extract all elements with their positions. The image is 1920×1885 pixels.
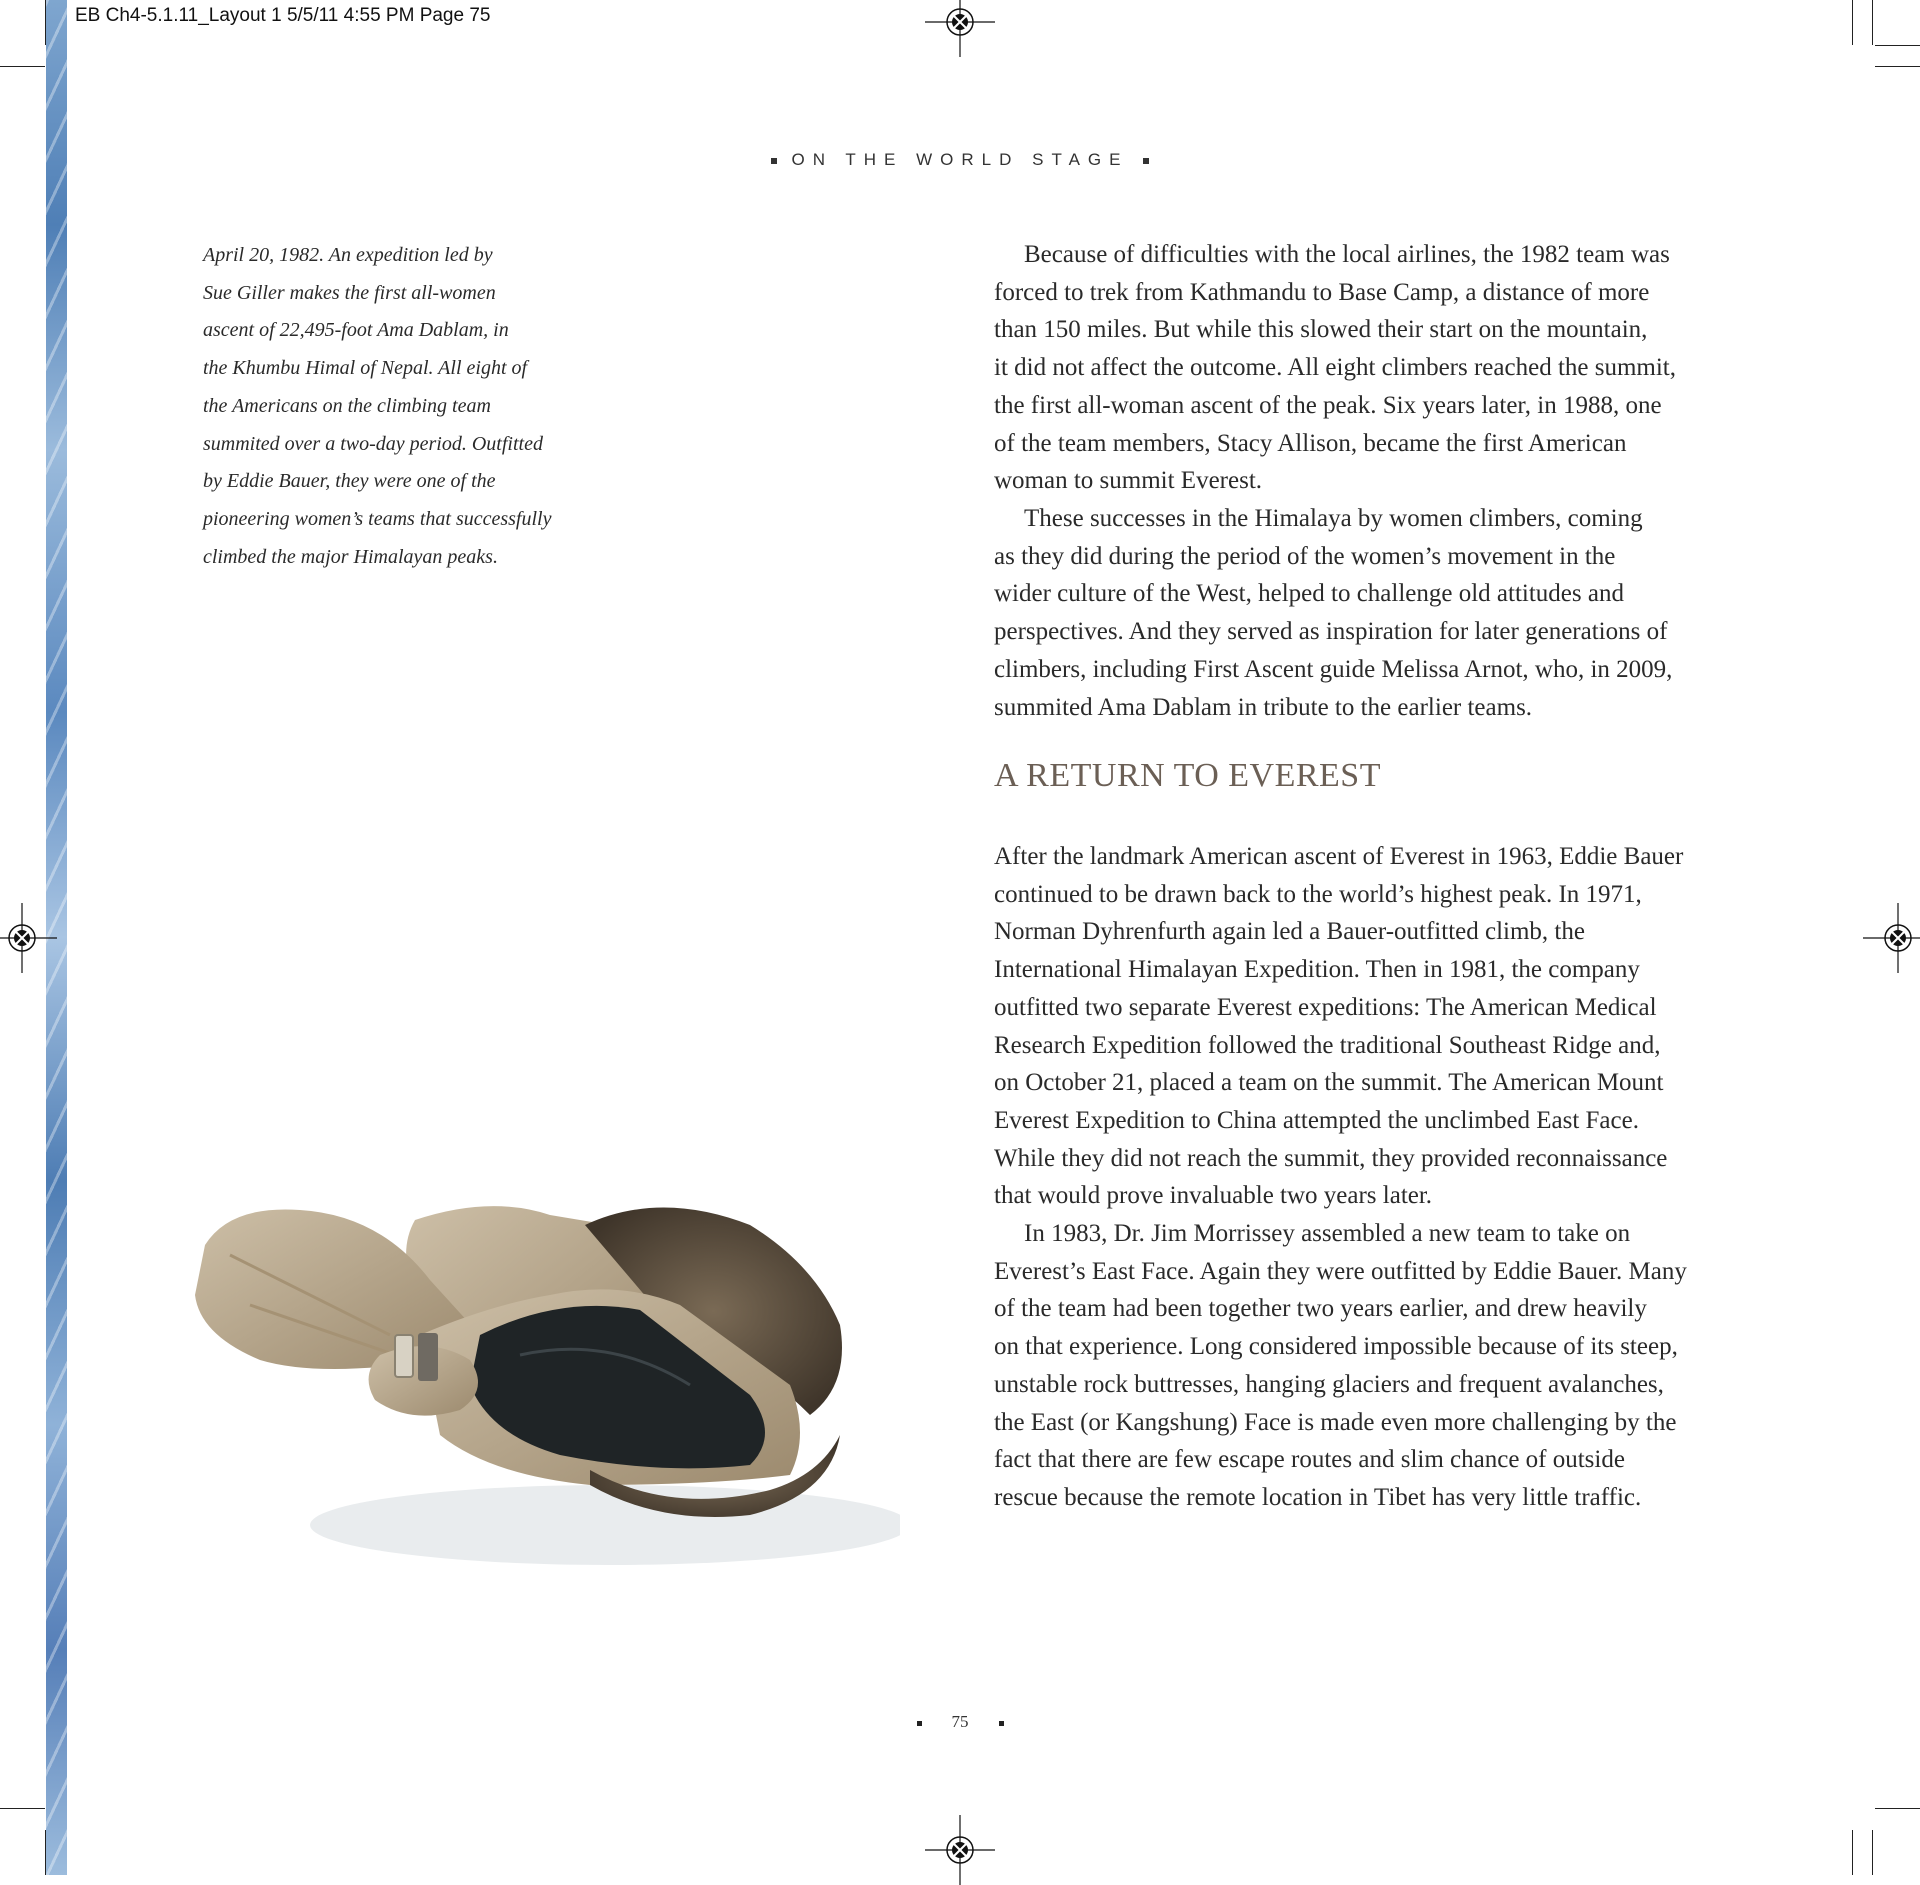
page-folio: [0, 1712, 1920, 1732]
crop-mark-bottom-right-v2: [1872, 1830, 1873, 1875]
paragraph-1: [994, 236, 1754, 500]
running-head: [0, 150, 1920, 170]
text-line: of the team members, Stacy Allison, became the first American: [994, 429, 1627, 457]
crop-mark-top-right-v2: [1872, 0, 1873, 45]
text-line: After the landmark American ascent of Everest in 1963, Eddie Bauer: [994, 843, 1684, 870]
text-line: perspectives. And they served as inspiration for later generations of: [994, 618, 1668, 646]
caption-line: summited over a two-day period. Outfitted: [203, 432, 543, 455]
text-line: outfitted two separate Everest expeditions: The American Medical: [994, 993, 1657, 1021]
registration-mark-icon: [1863, 903, 1920, 973]
text-line: climbers, including First Ascent guide Melissa Arnot, who, in 2009,: [994, 655, 1673, 683]
crop-mark-top-right-h2: [1875, 66, 1920, 67]
text-line: Norman Dyhrenfurth again led a Bauer-outfitted climb, the: [994, 918, 1585, 946]
text-line: These successes in the Himalaya by women climbers, coming: [1024, 505, 1643, 532]
text-line: rescue because the remote location in Tibet has very little traffic.: [994, 1483, 1642, 1511]
text-line: it did not affect the outcome. All eight climbers reached the summit,: [994, 354, 1676, 382]
text-line: forced to trek from Kathmandu to Base Camp, a distance of more: [994, 278, 1650, 306]
text-line: as they did during the period of the women’s movement in the: [994, 542, 1616, 570]
paragraph-2: [994, 500, 1754, 726]
crop-mark-top-right-v: [1852, 0, 1853, 45]
crop-mark-bottom-right-v: [1852, 1830, 1853, 1875]
page-number: 75: [951, 1712, 969, 1731]
crop-mark-bottom-left-v: [45, 1830, 46, 1875]
text-line: on that experience. Long considered impossible because of its steep,: [994, 1333, 1678, 1361]
caption-line: April 20, 1982. An expedition led by: [203, 244, 493, 266]
running-head-text: ON THE WORLD STAGE: [791, 150, 1129, 169]
crop-mark-bottom-left-h: [0, 1808, 45, 1809]
text-line: Everest Expedition to China attempted the unclimbed East Face.: [994, 1106, 1639, 1134]
crop-mark-top-left-h: [0, 66, 45, 67]
caption-line: climbed the major Himalayan peaks.: [203, 545, 498, 568]
registration-mark-icon: [925, 0, 995, 57]
text-line: that would prove invaluable two years later.: [994, 1182, 1433, 1210]
caption-line: ascent of 22,495-foot Ama Dablam, in: [203, 319, 509, 342]
caption-line: by Eddie Bauer, they were one of the: [203, 470, 496, 493]
caption-line: pioneering women’s teams that successfully: [203, 507, 552, 530]
text-line: unstable rock buttresses, hanging glaciers and frequent avalanches,: [994, 1370, 1664, 1398]
bullet-square-icon: [917, 1721, 922, 1726]
caption-line: the Americans on the climbing team: [203, 394, 491, 417]
caption-line: the Khumbu Himal of Nepal. All eight of: [203, 357, 528, 380]
crop-mark-bottom-right-h: [1875, 1808, 1920, 1809]
bullet-square-icon: [1143, 158, 1149, 164]
text-line: the first all-woman ascent of the peak. Six years later, in 1988, one: [994, 391, 1662, 419]
bullet-square-icon: [999, 1721, 1004, 1726]
text-line: summited Ama Dablam in tribute to the earlier teams.: [994, 693, 1533, 721]
text-line: In 1983, Dr. Jim Morrissey assembled a new team to take on: [1024, 1220, 1631, 1247]
text-line: of the team had been together two years earlier, and drew heavily: [994, 1295, 1647, 1323]
text-line: wider culture of the West, helped to challenge old attitudes and: [994, 580, 1624, 608]
text-line: While they did not reach the summit, they provided reconnaissance: [994, 1144, 1668, 1172]
text-line: Everest’s East Face. Again they were outfitted by Eddie Bauer. Many: [994, 1257, 1687, 1285]
text-line: fact that there are few escape routes and slim chance of outside: [994, 1446, 1625, 1474]
crop-mark-top-right-h: [1875, 45, 1920, 46]
text-line: than 150 miles. But while this slowed their start on the mountain,: [994, 316, 1648, 344]
section-heading: A RETURN TO EVEREST: [994, 757, 1381, 794]
text-line: Because of difficulties with the local airlines, the 1982 team was: [1024, 241, 1670, 268]
crop-mark-top-left-v: [45, 0, 46, 45]
paragraph-4: [994, 1215, 1754, 1517]
text-line: on October 21, placed a team on the summit. The American Mount: [994, 1069, 1664, 1097]
bullet-square-icon: [771, 158, 777, 164]
slug-line: EB Ch4-5.1.11_Layout 1 5/5/11 4:55 PM Page 75: [75, 5, 491, 26]
text-line: Research Expedition followed the traditional Southeast Ridge and,: [994, 1031, 1661, 1059]
registration-mark-icon: [0, 903, 57, 973]
text-line: woman to summit Everest.: [994, 467, 1263, 495]
photo-caption: [203, 237, 563, 576]
paragraph-3: [994, 838, 1754, 1215]
text-line: continued to be drawn back to the world’s highest peak. In 1971,: [994, 880, 1642, 908]
mitten-pair-photo: [190, 1185, 900, 1585]
caption-line: Sue Giller makes the first all-women: [203, 281, 496, 304]
text-line: the East (or Kangshung) Face is made even more challenging by the: [994, 1408, 1677, 1436]
text-line: International Himalayan Expedition. Then in 1981, the company: [994, 956, 1640, 984]
